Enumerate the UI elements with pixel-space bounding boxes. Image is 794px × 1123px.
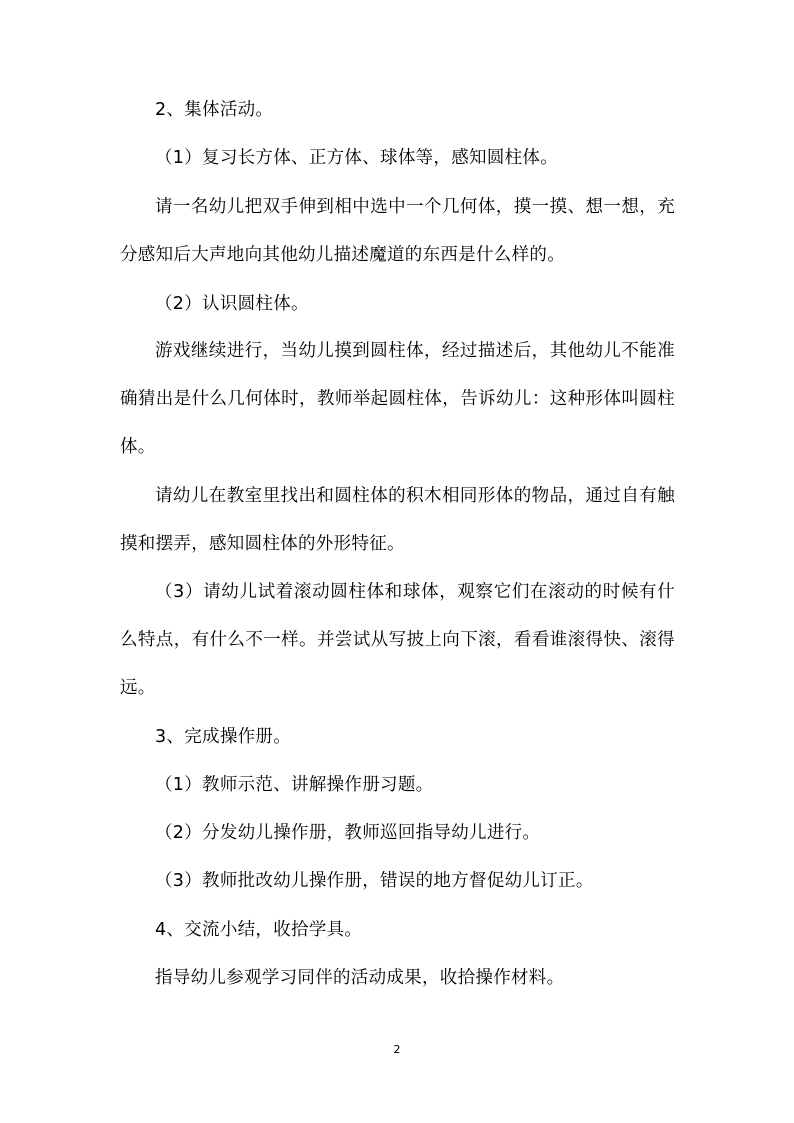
paragraph-roll-shapes: （3）请幼儿试着滚动圆柱体和球体，观察它们在滚动的时候有什么特点，有什么不一样。并尝试从写披上向下滚，看看谁滚得快、滚得远。 (120, 582, 675, 698)
subsection-recognize-cylinder: （2）认识圆柱体。 (155, 294, 309, 314)
section-heading-summary: 4、交流小结，收拾学具。 (155, 920, 363, 940)
paragraph-visit-results: 指导幼儿参观学习同伴的活动成果，收拾操作材料。 (155, 968, 565, 988)
subsection-review-shapes: （1）复习长方体、正方体、球体等，感知圆柱体。 (155, 148, 559, 168)
workbook-step-3: （3）教师批改幼儿操作册，错误的地方督促幼儿订正。 (155, 871, 594, 891)
workbook-step-1: （1）教师示范、讲解操作册习题。 (155, 775, 434, 795)
paragraph-game-continues: 游戏继续进行，当幼儿摸到圆柱体，经过描述后，其他幼儿不能准确猜出是什么几何体时，教师举起圆柱体，告诉幼儿：这种形体叫圆柱体。 (120, 341, 675, 457)
paragraph-find-objects: 请幼儿在教室里找出和圆柱体的积木相同形体的物品，通过自有触摸和摆弄，感知圆柱体的外形特征。 (120, 486, 675, 554)
section-heading-workbook: 3、完成操作册。 (155, 727, 292, 747)
page-number: 2 (393, 1043, 401, 1056)
paragraph-touch-describe: 请一名幼儿把双手伸到相中选中一个几何体，摸一摸、想一想，充分感知后大声地向其他幼儿描述魔道的东西是什么样的。 (120, 197, 675, 265)
workbook-step-2: （2）分发幼儿操作册，教师巡回指导幼儿进行。 (155, 823, 541, 843)
section-heading-collective-activity: 2、集体活动。 (155, 100, 274, 120)
